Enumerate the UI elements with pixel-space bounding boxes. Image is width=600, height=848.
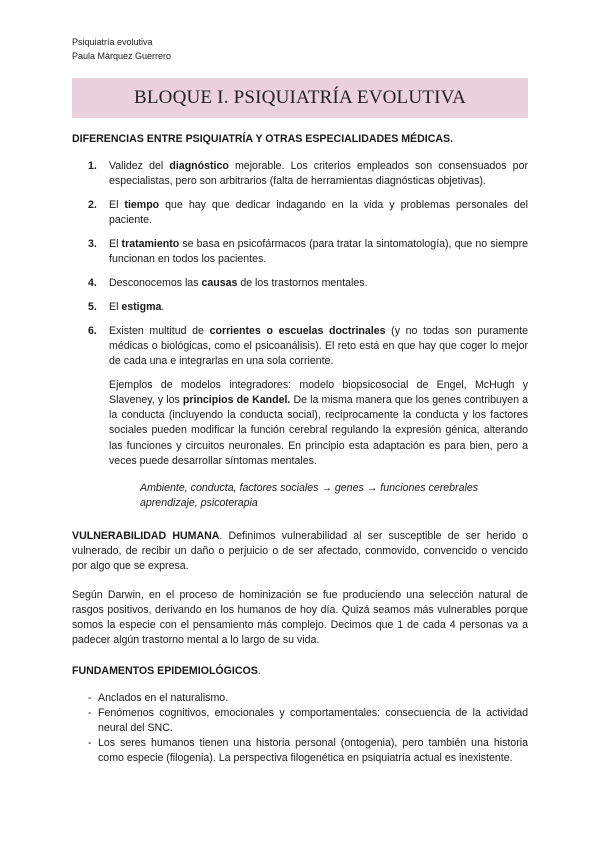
list-number: 4. [88, 277, 97, 290]
heading-text: FUNDAMENTOS EPIDEMIOLÓGICOS [72, 664, 258, 677]
item-text: . [161, 301, 165, 314]
item-keyword: diagnóstico [169, 160, 229, 173]
item-keyword: tiempo [124, 199, 160, 212]
darwin-paragraph: Según Darwin, en el proceso de hominización se fue produciendo una selección natural de rasgos positivos, derivando en los humanos de hoy día. Quizá seamos más vulnerables porque somos la especie con el pensamiento más complejo. Decimos que 1 de cada 4 personas va a padecer algún trastorno mental a lo largo de su vida. [72, 588, 528, 646]
kandel-formula [140, 481, 528, 511]
header-author: Paula Márquez Guerrero [72, 50, 172, 61]
list-number: 6. [88, 325, 97, 338]
list-item [72, 159, 528, 189]
formula-line: aprendizaje, psicoterapia [140, 496, 258, 509]
heading-punctuation: . [257, 664, 261, 677]
list-number: 2. [88, 199, 97, 212]
item-keyword: estigma [121, 301, 162, 314]
vulnerability-term: VULNERABILIDAD HUMANA [72, 529, 220, 542]
list-item [72, 691, 528, 706]
formula-line: Ambiente, conducta, factores sociales → genes → funciones cerebrales [140, 481, 479, 494]
item-text: Fenómenos cognitivos, emocionales y comportamentales: consecuencia de la actividad neural del SNC. [98, 706, 528, 734]
list-item [72, 276, 528, 291]
section-heading-differences: DIFERENCIAS ENTRE PSIQUIATRÍA Y OTRAS ESPECIALIDADES MÉDICAS. [72, 133, 454, 145]
item-text: El [109, 238, 122, 251]
item-keyword: tratamiento [121, 238, 180, 251]
item-text: que hay que dedicar indagando en la vida y problemas personales del paciente. [109, 199, 528, 227]
paragraph-keyword: principios de Kandel. [182, 394, 291, 407]
dash-bullet: - [88, 691, 92, 704]
page-header [72, 36, 528, 63]
item-keyword: causas [201, 277, 238, 290]
list-number: 5. [88, 301, 97, 314]
list-item [72, 300, 528, 315]
page-title: BLOQUE I. PSIQUIATRÍA EVOLUTIVA [133, 86, 466, 108]
dash-bullet: - [88, 736, 92, 749]
list-number: 1. [88, 160, 97, 173]
vulnerability-paragraph [72, 529, 528, 574]
item-text: de los trastornos mentales. [237, 277, 368, 290]
list-number: 3. [88, 238, 97, 251]
integrative-models-paragraph [109, 378, 528, 468]
list-item [72, 237, 528, 267]
item-text: Anclados en el naturalismo. [98, 691, 229, 704]
paragraph-text: Ejemplos de modelos integradores: modelo biopsicosocial de Engel, McHugh y Slaveney, y los [109, 379, 528, 407]
header-course: Psiquiatría evolutiva [72, 37, 153, 47]
item-text: Desconocemos las [109, 277, 202, 290]
item-text: Existen multitud de [109, 325, 210, 338]
item-text: Validez del [109, 160, 170, 173]
list-item [72, 706, 528, 736]
item-text: El [109, 301, 122, 314]
item-text: se basa en psicofármacos (para tratar la sintomatología), que no siempre funcionan en todos los pacientes. [109, 238, 528, 266]
item-text: Los seres humanos tienen una historia personal (ontogenia), pero también una historia como especie (filogenia). La perspectiva filogenética en psiquiatría actual es inexistente. [98, 736, 528, 764]
list-item [72, 198, 528, 228]
paragraph-text: . Definimos vulnerabilidad al ser susceptible de ser herido o vulnerado, de recibir un daño o perjuicio o de ser afectado, conmovido, convencido o vencido por algo que se expresa. [72, 529, 528, 572]
list-item [72, 736, 528, 766]
item-text: mejorable. Los criterios empleados son consensuados por especialistas, pero son arbitrarios (falta de herramientas diagnósticas objetivas). [109, 160, 528, 188]
item-text: (y no todas son puramente médicas o biológicas, como el psicoanálisis). El reto está en que hay que coger lo mejor de cada una e integrarlas en una sola corriente. [109, 325, 529, 368]
differences-list [72, 159, 528, 369]
list-item [72, 324, 528, 369]
section-heading-epidemiology [72, 664, 528, 679]
title-band [72, 78, 528, 118]
item-text: El [109, 199, 125, 212]
epidemiology-list [72, 691, 528, 766]
paragraph-text: De la misma manera que los genes contribuyen a la conducta (incluyendo la conducta social), recíprocamente la conducta y los factores sociales pueden modificar la función cerebral regulando la expresión génica, alterando las funciones y circuitos neuronales. En principio esta adaptación es para bien, pero a veces puede desarrollar síntomas mentales. [109, 394, 528, 467]
dash-bullet: - [88, 706, 92, 719]
item-keyword: corrientes o escuelas doctrinales [209, 325, 386, 338]
